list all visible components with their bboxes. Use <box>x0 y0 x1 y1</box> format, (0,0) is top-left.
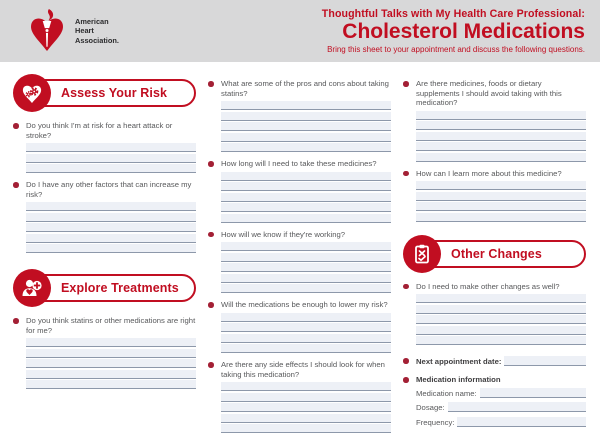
answer-line <box>26 244 196 253</box>
field-line <box>480 388 586 398</box>
appointment-field <box>403 356 586 366</box>
answer-line <box>221 284 391 293</box>
section-label: Other Changes <box>451 246 542 261</box>
question-text: Will the medications be enough to lower my risk? <box>221 300 388 310</box>
bullet-icon <box>403 81 409 87</box>
header-eyebrow: Thoughtful Talks with My Health Care Professional: <box>321 7 585 20</box>
question-text: Do you think I'm at risk for a heart attack or stroke? <box>26 121 173 140</box>
logo-line: Association. <box>75 35 119 45</box>
question-text: How can I learn more about this medicine? <box>416 168 562 178</box>
question-other-1 <box>403 282 586 346</box>
section-label: Assess Your Risk <box>61 86 168 100</box>
answer-line <box>221 172 391 181</box>
field-dosage <box>416 402 586 412</box>
answer-lines <box>221 172 391 223</box>
answer-lines <box>416 294 586 345</box>
answer-line <box>221 344 391 353</box>
answer-line <box>416 202 586 211</box>
answer-line <box>416 305 586 314</box>
answer-line <box>221 143 391 152</box>
bullet-icon <box>403 171 409 177</box>
field-label: Frequency: <box>416 417 455 427</box>
answer-line <box>221 122 391 131</box>
question-explore-1 <box>13 316 196 389</box>
answer-line <box>26 154 196 163</box>
question-text: Do I have any other factors that can increase my risk? <box>26 180 192 199</box>
answer-line <box>221 101 391 110</box>
answer-line <box>416 326 586 335</box>
answer-lines <box>221 382 391 433</box>
field-label: Medication name: <box>416 388 477 398</box>
question-text: Do I need to make other changes as well? <box>416 281 560 291</box>
answer-line <box>221 182 391 191</box>
answer-line <box>221 193 391 202</box>
answer-line <box>221 112 391 121</box>
question-text: Are there any side effects I should look for when taking this medication? <box>221 360 385 379</box>
answer-line <box>221 203 391 212</box>
answer-line <box>221 393 391 402</box>
answer-line <box>26 380 196 389</box>
column-1 <box>13 62 196 440</box>
header-subtitle: Bring this sheet to your appointment and discuss the following questions. <box>327 45 585 55</box>
question-col2-2 <box>208 159 391 223</box>
column-2 <box>208 62 391 440</box>
field-medication-name <box>416 388 586 398</box>
answer-line <box>26 164 196 173</box>
field-line <box>448 402 586 412</box>
question-text: How will we know if they're working? <box>221 229 346 239</box>
answer-line <box>26 202 196 211</box>
answer-lines <box>416 181 586 222</box>
question-col3-1 <box>403 79 586 162</box>
appointment-line <box>504 356 586 366</box>
question-col3-2 <box>403 169 586 222</box>
column-3 <box>403 62 586 440</box>
answer-line <box>416 181 586 190</box>
bullet-icon <box>403 358 409 364</box>
header-titles <box>322 8 600 54</box>
answer-line <box>416 121 586 130</box>
answer-line <box>26 143 196 152</box>
section-label: Explore Treatments <box>61 281 179 296</box>
bullet-icon <box>13 123 19 129</box>
bullet-icon <box>208 362 214 368</box>
bullet-icon <box>208 81 214 87</box>
logo-line: Heart <box>75 26 94 36</box>
answer-lines <box>26 338 196 389</box>
question-assess-2 <box>13 180 196 253</box>
field-label: Dosage: <box>416 403 445 413</box>
medication-info <box>403 375 586 427</box>
heart-gears-icon <box>13 74 51 112</box>
answer-line <box>26 359 196 368</box>
answer-line <box>221 403 391 412</box>
bullet-icon <box>13 318 19 324</box>
answer-lines <box>221 242 391 293</box>
answer-lines <box>26 143 196 173</box>
answer-line <box>221 313 391 322</box>
content <box>0 62 600 440</box>
clipboard-icon <box>403 235 441 273</box>
aha-logo <box>0 8 119 54</box>
logo-line: American <box>75 17 109 27</box>
aha-heart-torch-icon <box>26 8 68 54</box>
answer-lines <box>416 111 586 162</box>
section-badge-other <box>403 235 586 273</box>
answer-line <box>221 133 391 142</box>
medication-info-label: Medication information <box>416 375 501 385</box>
question-text: Do you think statins or other medications are right for me? <box>26 316 196 335</box>
answer-line <box>221 242 391 251</box>
person-plus-icon <box>13 269 51 307</box>
answer-line <box>416 132 586 141</box>
answer-line <box>26 223 196 232</box>
question-col2-1 <box>208 79 391 152</box>
bullet-icon <box>403 377 409 383</box>
question-text: What are some of the pros and cons about taking statins? <box>221 79 389 98</box>
answer-lines <box>221 101 391 152</box>
section-badge-assess <box>13 74 196 112</box>
question-assess-1 <box>13 121 196 173</box>
answer-line <box>221 253 391 262</box>
appointment-label: Next appointment date: <box>416 357 502 367</box>
answer-line <box>416 111 586 120</box>
question-text: How long will I need to take these medicines? <box>221 159 377 169</box>
question-col2-3 <box>208 230 391 294</box>
field-line <box>457 417 586 427</box>
answer-line <box>221 274 391 283</box>
answer-line <box>416 142 586 151</box>
answer-line <box>221 424 391 433</box>
answer-line <box>416 153 586 162</box>
answer-line <box>416 315 586 324</box>
bullet-icon <box>208 232 214 238</box>
answer-line <box>221 334 391 343</box>
page-title: Cholesterol Medications <box>342 19 585 43</box>
answer-line <box>26 234 196 243</box>
logo-text <box>75 17 119 44</box>
answer-line <box>26 370 196 379</box>
answer-lines <box>26 202 196 253</box>
question-col2-4 <box>208 300 391 353</box>
question-text: Are there medicines, foods or dietary supplements I should avoid taking with this medication? <box>416 79 562 108</box>
section-pill <box>419 240 586 268</box>
answer-line <box>221 382 391 391</box>
field-frequency <box>416 417 586 427</box>
header <box>0 0 600 62</box>
answer-line <box>416 294 586 303</box>
bullet-icon <box>403 284 409 290</box>
answer-line <box>221 414 391 423</box>
answer-line <box>221 214 391 223</box>
answer-line <box>416 336 586 345</box>
answer-line <box>26 213 196 222</box>
answer-line <box>221 323 391 332</box>
section-badge-explore <box>13 269 196 307</box>
section-pill <box>29 274 196 302</box>
answer-line <box>416 213 586 222</box>
answer-line <box>221 263 391 272</box>
bullet-icon <box>208 302 214 308</box>
answer-lines <box>221 313 391 354</box>
answer-line <box>416 192 586 201</box>
section-pill <box>29 79 196 107</box>
question-col2-5 <box>208 360 391 433</box>
answer-line <box>26 338 196 347</box>
bullet-icon <box>13 182 19 188</box>
bullet-icon <box>208 161 214 167</box>
answer-line <box>26 349 196 358</box>
